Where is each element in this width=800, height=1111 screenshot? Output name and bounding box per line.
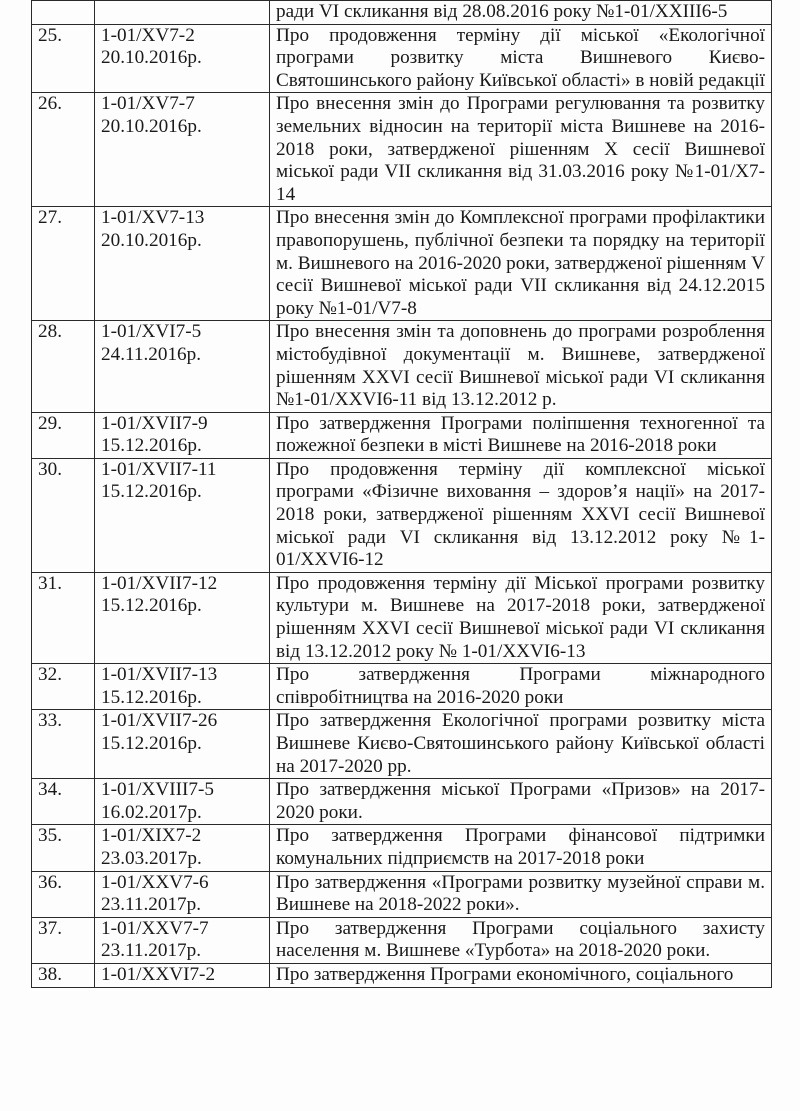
decision-description: Про продовження терміну дії міської «Екологічної програми розвитку міста Вишневого Києво-Святошинського району Київської області» в новій редакції	[270, 24, 772, 93]
decision-number: 1-01/XXV7-6	[101, 871, 209, 893]
table-row	[32, 871, 772, 917]
decision-number: 1-01/XVII7-9	[101, 412, 208, 434]
row-number: 26.	[32, 93, 95, 207]
decision-number: 1-01/XVII7-13	[101, 664, 218, 686]
decision-code-cell	[95, 207, 270, 321]
decision-code-cell	[95, 458, 270, 572]
decision-description: Про затвердження Програми економічного, соціального	[270, 963, 772, 987]
decision-number: 1-01/XVI7-5	[101, 321, 202, 343]
decision-code-cell	[95, 871, 270, 917]
table-row	[32, 825, 772, 871]
decision-date: 15.12.2016р.	[101, 686, 202, 708]
decision-code-cell	[95, 963, 270, 987]
decision-description: Про затвердження Екологічної програми розвитку міста Вишневе Києво-Святошинського району Київської області на 2017-2020 рр.	[270, 710, 772, 779]
row-number: 36.	[32, 871, 95, 917]
decision-description: Про затвердження міської Програми «Призов» на 2017-2020 роки.	[270, 779, 772, 825]
decision-code-cell	[95, 825, 270, 871]
decision-date: 23.03.2017р.	[101, 847, 202, 869]
decision-date: 23.11.2017р.	[101, 940, 202, 962]
row-number: 34.	[32, 779, 95, 825]
decision-description: Про затвердження «Програми розвитку музейної справи м. Вишневе на 2018-2022 роки».	[270, 871, 772, 917]
decision-description: Про затвердження Програми соціального захисту населення м. Вишневе «Турбота» на 2018-2020 роки.	[270, 917, 772, 963]
table-row-continuation	[32, 1, 772, 25]
decision-number: 1-01/XVII7-26	[101, 710, 218, 732]
decision-number: 1-01/XV7-13	[101, 207, 205, 229]
decision-date: 20.10.2016р.	[101, 229, 202, 251]
table-row	[32, 963, 772, 987]
decision-code-cell	[95, 572, 270, 663]
table-row	[32, 412, 772, 458]
table-row	[32, 93, 772, 207]
decision-code-cell	[95, 917, 270, 963]
decision-number: 1-01/XV7-7	[101, 93, 195, 115]
decision-code	[95, 1, 270, 25]
decision-code-cell	[95, 710, 270, 779]
row-number: 31.	[32, 572, 95, 663]
decision-description: Про продовження терміну дії Міської програми розвитку культури м. Вишневе на 2017-2018 роки, затвердженої рішенням XXVI сесії Вишневої міської ради VI скликання від 13.12.2012 року № 1-01/XXVI6-13	[270, 572, 772, 663]
decision-description: Про затвердження Програми поліпшення техногенної та пожежної безпеки в місті Вишневе на 2016-2018 роки	[270, 412, 772, 458]
decisions-table	[31, 0, 772, 988]
row-number: 29.	[32, 412, 95, 458]
table-row	[32, 24, 772, 93]
table-row	[32, 917, 772, 963]
decision-code-cell	[95, 24, 270, 93]
row-number: 32.	[32, 664, 95, 710]
decision-description: Про затвердження Програми фінансової підтримки комунальних підприємств на 2017-2018 роки	[270, 825, 772, 871]
decision-date: 23.11.2017р.	[101, 894, 202, 916]
decision-date: 15.12.2016р.	[101, 595, 202, 617]
decision-number: 1-01/XVII7-12	[101, 572, 218, 594]
decision-date: 24.11.2016р.	[101, 343, 202, 365]
row-number: 37.	[32, 917, 95, 963]
decision-code-cell	[95, 412, 270, 458]
decision-date: 20.10.2016р.	[101, 115, 202, 137]
table-row	[32, 572, 772, 663]
decision-description: Про затвердження Програми міжнародного співробітництва на 2016-2020 роки	[270, 664, 772, 710]
row-number: 25.	[32, 24, 95, 93]
row-number: 35.	[32, 825, 95, 871]
decision-number: 1-01/XXV7-7	[101, 917, 209, 939]
table-row	[32, 779, 772, 825]
decision-description: Про продовження терміну дії комплексної міської програми «Фізичне виховання – здоров’я нації» на 2017-2018 роки, затвердженої рішенням XXVI сесії Вишневої міської ради VI скликання від 13.12.2012 року №1-01/XXVI6-12	[270, 458, 772, 572]
row-number: 28.	[32, 321, 95, 412]
row-number: 27.	[32, 207, 95, 321]
decision-code-cell	[95, 779, 270, 825]
decision-code-cell	[95, 93, 270, 207]
decision-number: 1-01/XVIII7-5	[101, 779, 214, 801]
table-row	[32, 321, 772, 412]
decisions-table-body	[32, 1, 772, 988]
row-number	[32, 1, 95, 25]
row-number: 38.	[32, 963, 95, 987]
decision-description: Про внесення змін до Комплексної програми профілактики правопорушень, публічної безпеки та порядку на території м. Вишневого на 2016-2020 роки, затвердженої рішенням V сесії Вишневої міської ради VII скликання від 24.12.2015 року №1-01/V7-8	[270, 207, 772, 321]
table-row	[32, 664, 772, 710]
table-row	[32, 710, 772, 779]
decision-date: 15.12.2016р.	[101, 435, 202, 457]
decision-code-cell	[95, 664, 270, 710]
decision-description: ради VI скликання від 28.08.2016 року №1-01/XXIII6-5	[270, 1, 772, 25]
decision-date: 16.02.2017р.	[101, 801, 202, 823]
decision-date: 20.10.2016р.	[101, 47, 202, 69]
decision-date: 15.12.2016р.	[101, 481, 202, 503]
decision-number: 1-01/XV7-2	[101, 24, 195, 46]
decision-date: 15.12.2016р.	[101, 733, 202, 754]
decision-number: 1-01/XIX7-2	[101, 825, 202, 847]
decision-description: Про внесення змін до Програми регулювання та розвитку земельних відносин на території міста Вишневе на 2016-2018 роки, затвердженої рішенням X сесії Вишневої міської ради VII скликання від 31.03.2016 року №1-01/X7-14	[270, 93, 772, 207]
table-row	[32, 207, 772, 321]
table-row	[32, 458, 772, 572]
row-number: 30.	[32, 458, 95, 572]
decision-code-cell	[95, 321, 270, 412]
decision-description: Про внесення змін та доповнень до програми розроблення містобудівної документації м. Вишневе, затвердженої рішенням XXVI сесії Вишневої міської ради VI скликання №1-01/XXVI6-11 від 13.12.2012 р.	[270, 321, 772, 412]
decision-number: 1-01/XXVI7-2	[101, 963, 216, 985]
row-number: 33.	[32, 710, 95, 779]
decision-number: 1-01/XVII7-11	[101, 458, 217, 480]
